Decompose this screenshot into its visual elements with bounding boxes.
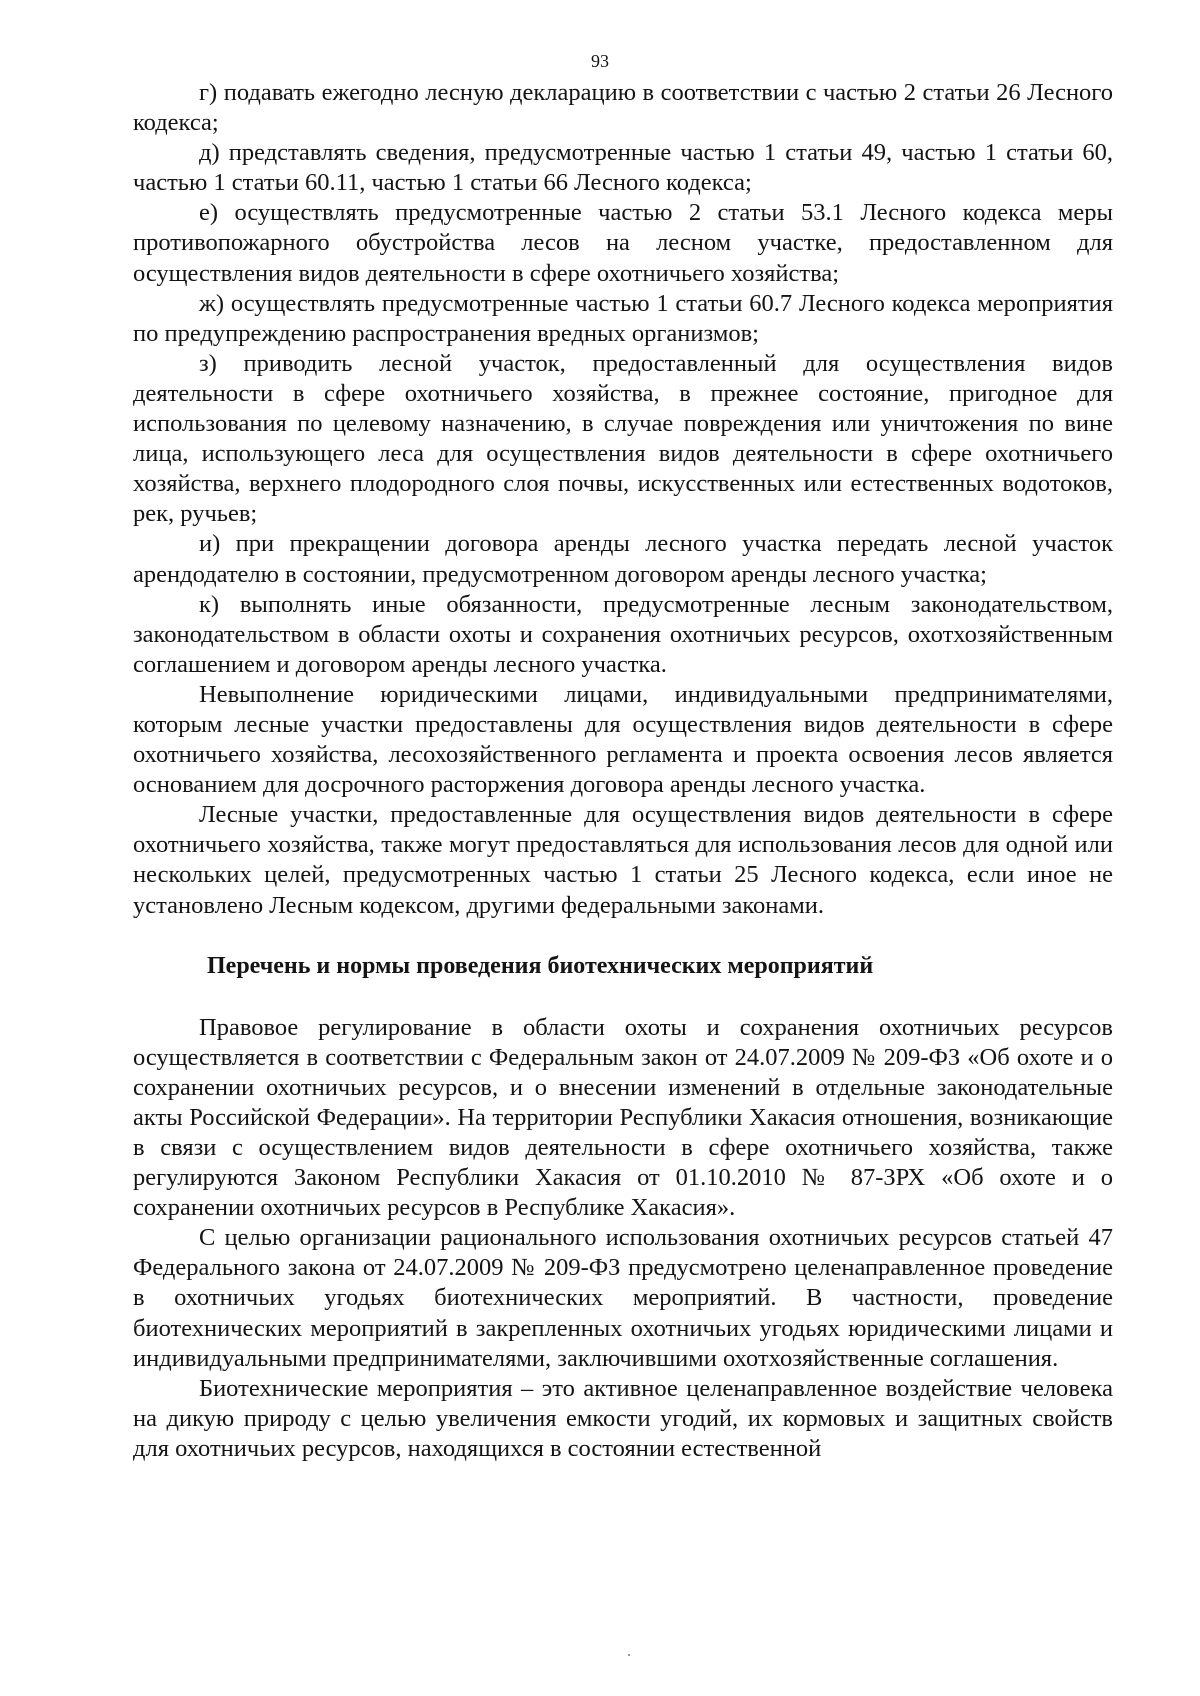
paragraph-obligation-d: д) представлять сведения, предусмотренные частью 1 статьи 49, частью 1 статьи 60, частью 1 статьи 60.11, частью 1 статьи 66 Лесного кодекса; [133, 139, 1113, 197]
paragraph-forest-plots-use: Лесные участки, предоставленные для осуществления видов деятельности в сфере охотничьего хозяйства, также могут предоставляться для использования лесов для одной или нескольких целей, предусмотренных частью 1 статьи 25 Лесного кодекса, если иное не установлено Лесным кодексом, другими федеральными законами. [133, 801, 1113, 919]
paragraph-biotech-definition: Биотехнические мероприятия – это активное целенаправленное воздействие человека на дикую природу с целью увеличения емкости угодий, их кормовых и защитных свойств для охотничьих ресурсов, находящихся в состоянии естественной [133, 1374, 1113, 1462]
paragraph-obligation-g: г) подавать ежегодно лесную декларацию в соответствии с частью 2 статьи 26 Лесного кодекса; [133, 79, 1113, 137]
paragraph-obligation-z: з) приводить лесной участок, предоставленный для осуществления видов деятельности в сфере охотничьего хозяйства, в прежнее состояние, пригодное для использования по целевому назначению, в случае повреждения или уничтожения по вине лица, использующего леса для осуществления видов деятельности в сфере охотничьего хозяйства, верхнего плодородного слоя почвы, искусственных или естественных водотоков, рек, ручьев; [133, 349, 1113, 528]
paragraph-legal-regulation: Правовое регулирование в области охоты и сохранения охотничьих ресурсов осуществляется в соответствии с Федеральным закон от 24.07.2009 № 209-ФЗ «Об охоте и о сохранении охотничьих ресурсов, и о внесении изменений в отдельные законодательные акты Российской Федерации». На территории Республики Хакасия отношения, возникающие в связи с осуществлением видов деятельности в сфере охотничьего хозяйства, также регулируются Законом Республики Хакасия от 01.10.2010 № 87-ЗРХ «Об охоте и о сохранении охотничьих ресурсов в Республике Хакасия». [133, 1013, 1113, 1222]
paragraph-obligation-e: е) осуществлять предусмотренные частью 2 статьи 53.1 Лесного кодекса меры противопожарного обустройства лесов на лесном участке, предоставленном для осуществления видов деятельности в сфере охотничьего хозяйства; [133, 199, 1113, 287]
paragraph-obligation-k: к) выполнять иные обязанности, предусмотренные лесным законодательством, законодательством в области охоты и сохранения охотничьих ресурсов, охотхозяйственным соглашением и договором аренды лесного участка. [133, 590, 1113, 678]
paragraph-obligation-i: и) при прекращении договора аренды лесного участка передать лесной участок арендодателю в состоянии, предусмотренном договором аренды лесного участка; [133, 530, 1113, 588]
paragraph-rational-use: С целью организации рационального использования охотничьих ресурсов статьей 47 Федерального закона от 24.07.2009 № 209-ФЗ предусмотрено целенаправленное проведение в охотничьих угодьях биотехнических мероприятий. В частности, проведение биотехнических мероприятий в закрепленных охотничьих угодьях юридическими лицами и индивидуальными предпринимателями, заключившими охотхозяйственные соглашения. [133, 1224, 1113, 1372]
paragraph-non-compliance: Невыполнение юридическими лицами, индивидуальными предпринимателями, которым лесные участки предоставлены для осуществления видов деятельности в сфере охотничьего хозяйства, лесохозяйственного регламента и проекта освоения лесов является основанием для досрочного расторжения договора аренды лесного участка. [133, 680, 1113, 799]
document-body [133, 78, 1113, 1464]
paragraph-obligation-zh: ж) осуществлять предусмотренные частью 1 статьи 60.7 Лесного кодекса мероприятия по предупреждению распространения вредных организмов; [133, 289, 1113, 347]
page-number: 93 [591, 51, 609, 71]
section-heading: Перечень и нормы проведения биотехнических мероприятий [207, 952, 874, 979]
scan-speck [628, 1654, 630, 1656]
